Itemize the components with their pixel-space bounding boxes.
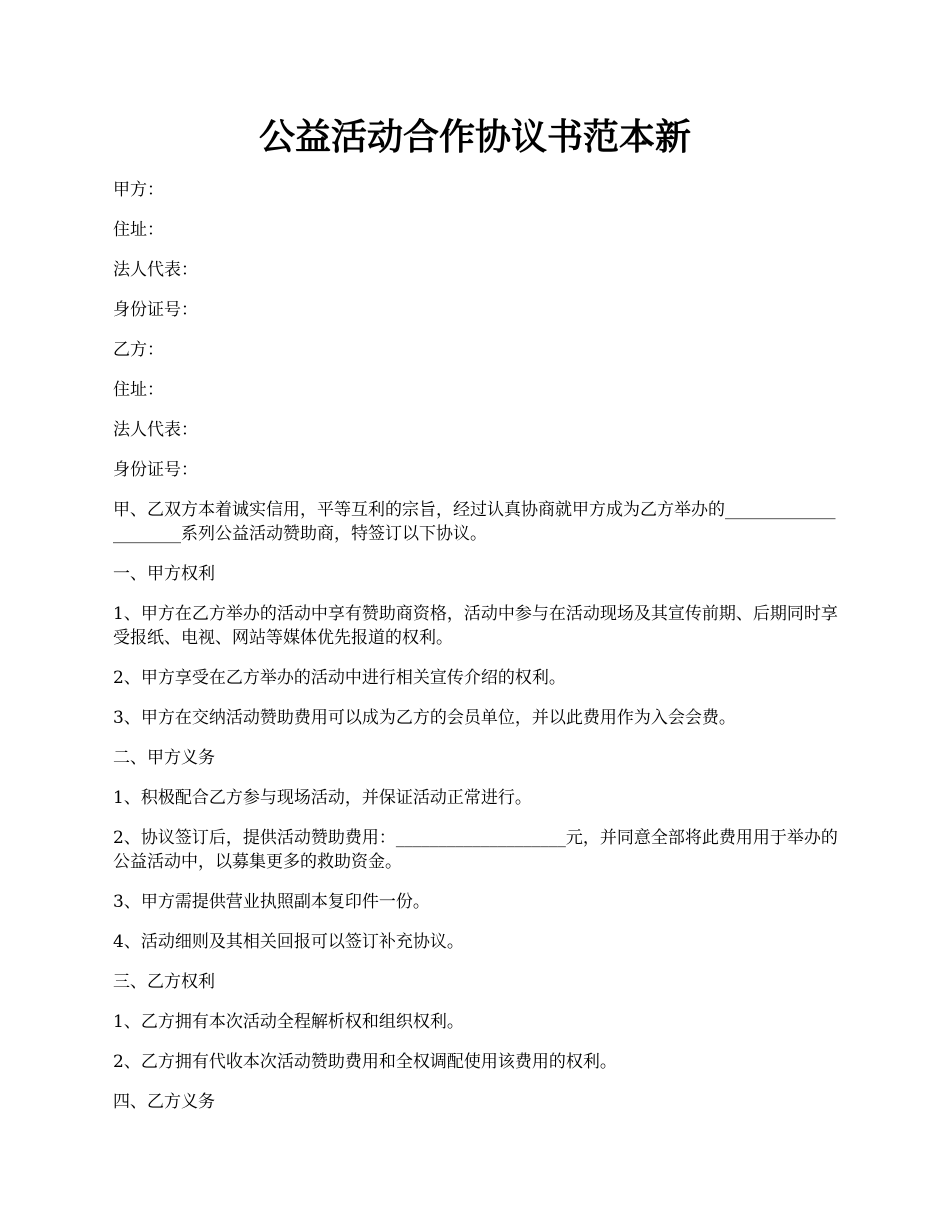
clause-paragraph: 2、乙方拥有代收本次活动赞助费用和全权调配使用该费用的权利。 — [113, 1052, 617, 1072]
document-body — [113, 178, 838, 1130]
party-b-id-number: 身份证号： — [113, 460, 198, 480]
party-b-address: 住址： — [113, 380, 164, 400]
party-b-legal-rep: 法人代表： — [113, 420, 198, 440]
clause-paragraph: 2、甲方享受在乙方举办的活动中进行相关宣传介绍的权利。 — [113, 668, 566, 688]
clause-paragraph: 1、积极配合乙方参与现场活动，并保证活动正常进行。 — [113, 788, 532, 808]
party-a-id-number: 身份证号： — [113, 300, 198, 320]
preamble-paragraph: 甲、乙双方本着诚实信用，平等互利的宗旨，经过认真协商就甲方成为乙方举办的_____________________系列公益活动赞助商，特签订以下协议。 — [113, 500, 836, 544]
clause-paragraph: 3、甲方在交纳活动赞助费用可以成为乙方的会员单位，并以此费用作为入会会费。 — [113, 708, 736, 728]
party-a-address: 住址： — [113, 220, 164, 240]
section-heading-party-b-obligations: 四、乙方义务 — [113, 1092, 215, 1112]
section-heading-party-b-rights: 三、乙方权利 — [113, 972, 215, 992]
document-title: 公益活动合作协议书范本新 — [258, 116, 691, 158]
party-a-label: 甲方： — [113, 180, 164, 200]
clause-paragraph: 1、甲方在乙方举办的活动中享有赞助商资格，活动中参与在活动现场及其宣传前期、后期同时享受报纸、电视、网站等媒体优先报道的权利。 — [113, 604, 838, 648]
clause-paragraph: 4、活动细则及其相关回报可以签订补充协议。 — [113, 932, 464, 952]
clause-paragraph: 1、乙方拥有本次活动全程解析权和组织权利。 — [113, 1012, 464, 1032]
section-heading-party-a-rights: 一、甲方权利 — [113, 564, 215, 584]
party-a-legal-rep: 法人代表： — [113, 260, 198, 280]
clause-paragraph: 3、甲方需提供营业执照副本复印件一份。 — [113, 892, 430, 912]
party-b-label: 乙方： — [113, 340, 164, 360]
clause-paragraph: 2、协议签订后，提供活动赞助费用：____________________元，并同意全部将此费用用于举办的公益活动中，以募集更多的救助资金。 — [113, 828, 838, 872]
section-heading-party-a-obligations: 二、甲方义务 — [113, 748, 215, 768]
